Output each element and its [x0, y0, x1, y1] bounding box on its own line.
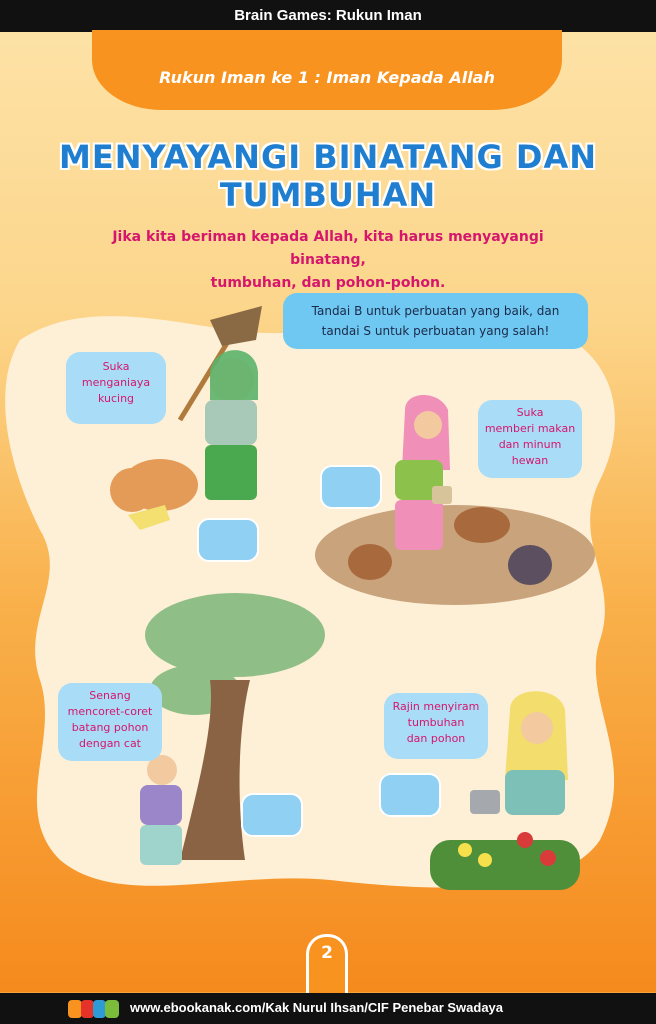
boy-shirt: [205, 400, 257, 445]
watering-can: [470, 790, 500, 814]
instruction-box: [283, 293, 588, 349]
instruction-line-1: Tandai B untuk perbuatan yang baik, dan: [311, 304, 560, 318]
girl-skirt: [395, 500, 443, 550]
footer-bar: [0, 993, 656, 1024]
activity-2-line-1: Suka: [516, 406, 544, 419]
child-body: [140, 785, 182, 825]
flower-bed: [430, 840, 580, 890]
tree-canopy: [145, 593, 325, 677]
feed-bucket: [432, 486, 452, 504]
activity-4-line-2: tumbuhan: [407, 716, 465, 729]
flower-yellow-2: [478, 853, 492, 867]
intro-text: [80, 226, 576, 295]
activity-1-line-2: menganiaya: [81, 376, 151, 389]
child-pants: [140, 825, 182, 865]
activity-3-line-4: dengan cat: [78, 737, 141, 750]
header-title: Brain Games: Rukun Iman: [234, 7, 422, 24]
activity-2-line-2: memberi makan: [484, 422, 576, 435]
activity-4-line-1: Rajin menyiram: [392, 700, 480, 713]
activity-1-line-3: kucing: [97, 392, 135, 405]
page-title: [0, 138, 656, 214]
chicken-3: [508, 545, 552, 585]
boy-pants: [205, 445, 257, 500]
page-number: 2: [306, 934, 348, 994]
answer-box-1[interactable]: [197, 518, 259, 562]
girl-face: [414, 411, 442, 439]
activity-bubble-3: [58, 683, 162, 761]
instruction-line-2: tandai S untuk perbuatan yang salah!: [321, 324, 550, 338]
activity-3-line-3: batang pohon: [71, 721, 149, 734]
cat-head: [110, 468, 154, 512]
page-title-line-2: TUMBUHAN: [219, 176, 437, 214]
activity-bubble-1: [66, 352, 166, 424]
banner-text: Rukun Iman ke 1 : Iman Kepada Allah: [159, 68, 495, 87]
activity-2-line-4: hewan: [511, 454, 549, 467]
flower-red: [517, 832, 533, 848]
intro-line-1: Jika kita beriman kepada Allah, kita harus menyayangi binatang,: [112, 229, 544, 268]
watering-girl-shirt: [505, 770, 565, 815]
chicken-1: [348, 544, 392, 580]
flower-yellow: [458, 843, 472, 857]
flower-red-2: [540, 850, 556, 866]
activity-4-line-3: dan pohon: [406, 732, 466, 745]
activity-2-line-3: dan minum: [498, 438, 562, 451]
boy-hood: [210, 350, 258, 400]
answer-box-3[interactable]: [241, 793, 303, 837]
activity-3-line-2: mencoret-coret: [67, 705, 153, 718]
answer-box-2[interactable]: [320, 465, 382, 509]
ebookanak-logo: [68, 996, 120, 1020]
page-title-line-1: MENYAYANGI BINATANG DAN: [58, 138, 598, 176]
chicken-2: [454, 507, 510, 543]
watering-girl-face: [521, 712, 553, 744]
activity-1-line-1: Suka: [102, 360, 130, 373]
activity-bubble-2: [478, 400, 582, 478]
intro-line-2: tumbuhan, dan pohon-pohon.: [210, 275, 446, 291]
activity-3-line-1: Senang: [89, 689, 131, 702]
activity-bubble-4: [384, 693, 488, 759]
footer-credit: www.ebookanak.com/Kak Nurul Ihsan/CIF Penebar Swadaya: [130, 1000, 504, 1015]
answer-box-4[interactable]: [379, 773, 441, 817]
